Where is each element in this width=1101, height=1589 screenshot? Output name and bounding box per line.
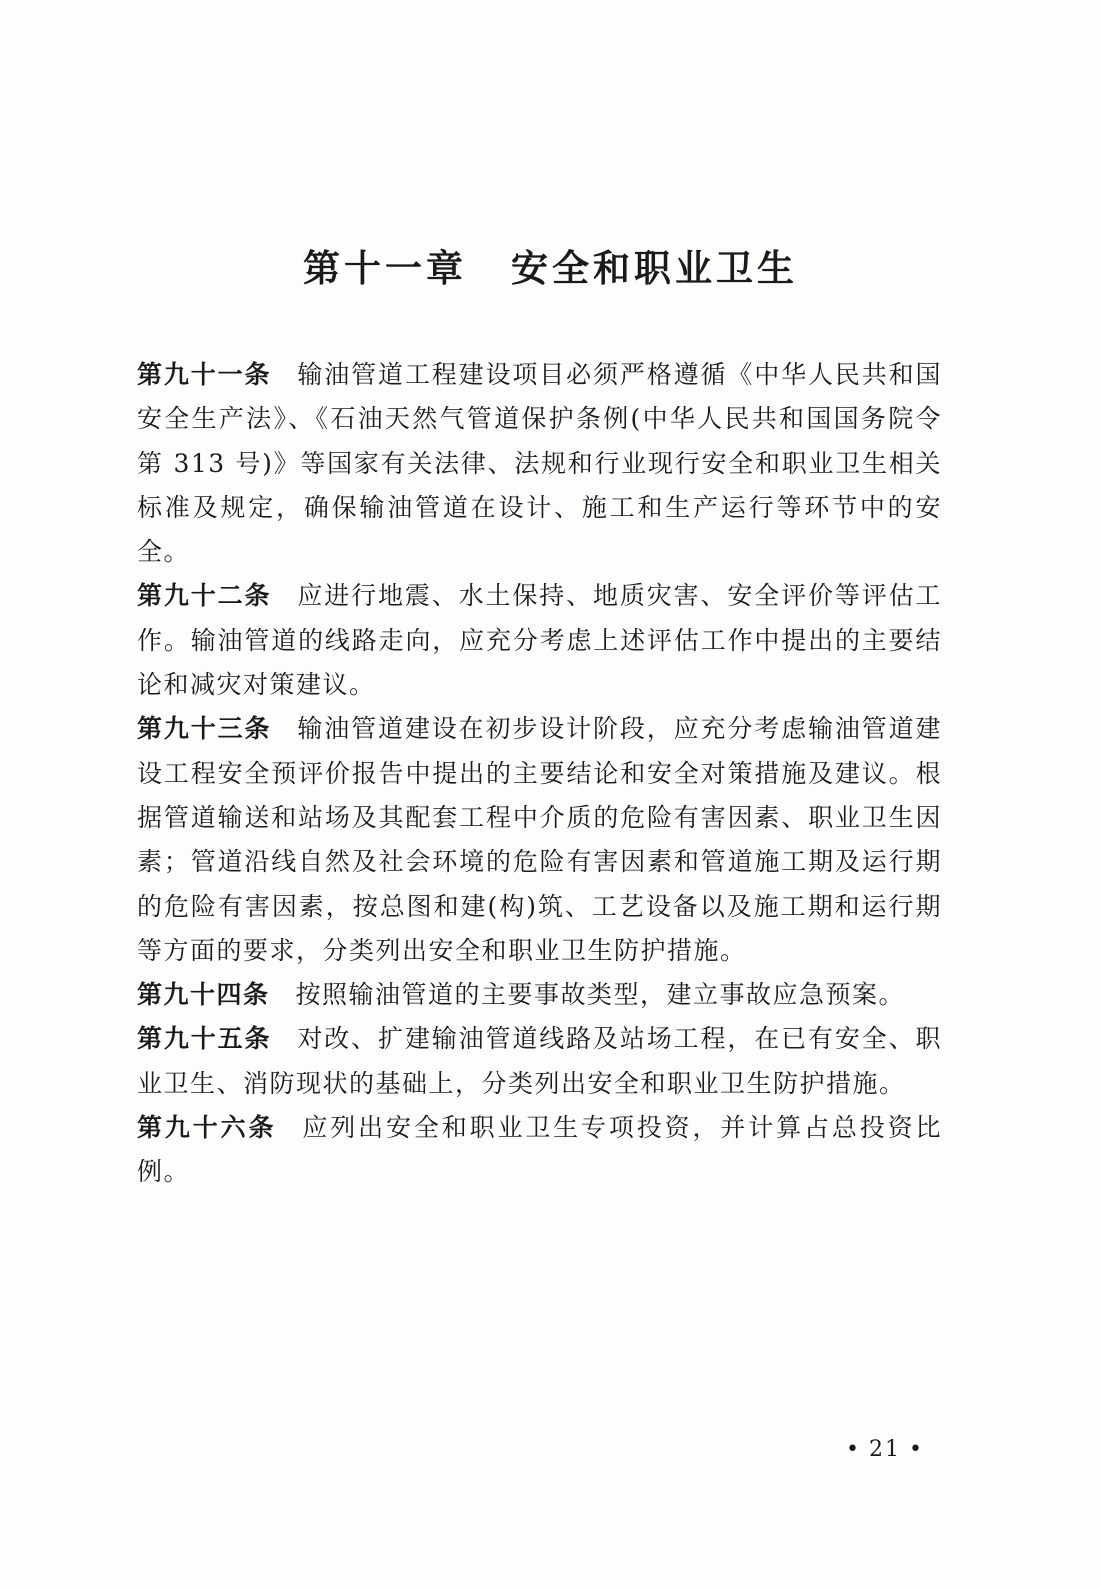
article-95	[137, 1017, 942, 1106]
article-text: 输油管道建设在初步设计阶段，应充分考虑输油管道建设工程安全预评价报告中提出的主要结论和安全对策措施及建议。根据管道输送和站场及其配套工程中介质的危险有害因素、职业卫生因素；管道沿线自然及社会环境的危险有害因素和管道施工期及运行期的危险有害因素，按总图和建(构)筑、工艺设备以及施工期和运行期等方面的要求，分类列出安全和职业卫生防护措施。	[137, 714, 942, 965]
article-93	[137, 707, 942, 973]
article-label: 第九十一条	[137, 360, 272, 389]
article-text: 输油管道工程建设项目必须严格遵循《中华人民共和国安全生产法》、《石油天然气管道保护条例(中华人民共和国国务院令第 313 号)》等国家有关法律、法规和行业现行安全和职业卫生相关标准及规定，确保输油管道在设计、施工和生产运行等环节中的安全。	[137, 360, 942, 567]
article-label: 第九十四条	[137, 980, 270, 1010]
page-number	[838, 1437, 932, 1462]
article-text: 按照输油管道的主要事故类型，建立事故应急预案。	[295, 980, 906, 1010]
chapter-number: 第十一章	[303, 246, 467, 290]
chapter-title	[0, 243, 1101, 295]
article-label: 第九十二条	[137, 581, 272, 611]
article-94	[137, 973, 942, 1017]
page-number-value: 21	[868, 1437, 901, 1462]
article-text: 应进行地震、水土保持、地质灾害、安全评价等评估工作。输油管道的线路走向，应充分考虑上述评估工作中提出的主要结论和减灾对策建议。	[137, 581, 942, 700]
article-label: 第九十三条	[137, 714, 272, 744]
article-91	[137, 353, 942, 574]
article-label: 第九十六条	[137, 1113, 277, 1143]
bullet-icon: •	[908, 1437, 924, 1462]
article-92	[137, 574, 942, 707]
chapter-name: 安全和职业卫生	[511, 246, 798, 290]
article-text: 应列出安全和职业卫生专项投资，并计算占总投资比例。	[137, 1113, 942, 1187]
article-label: 第九十五条	[137, 1024, 272, 1054]
article-text: 对改、扩建输油管道线路及站场工程，在已有安全、职业卫生、消防现状的基础上，分类列出安全和职业卫生防护措施。	[137, 1024, 942, 1098]
bullet-icon: •	[846, 1437, 861, 1462]
article-list	[137, 353, 942, 1195]
article-96	[137, 1106, 942, 1195]
